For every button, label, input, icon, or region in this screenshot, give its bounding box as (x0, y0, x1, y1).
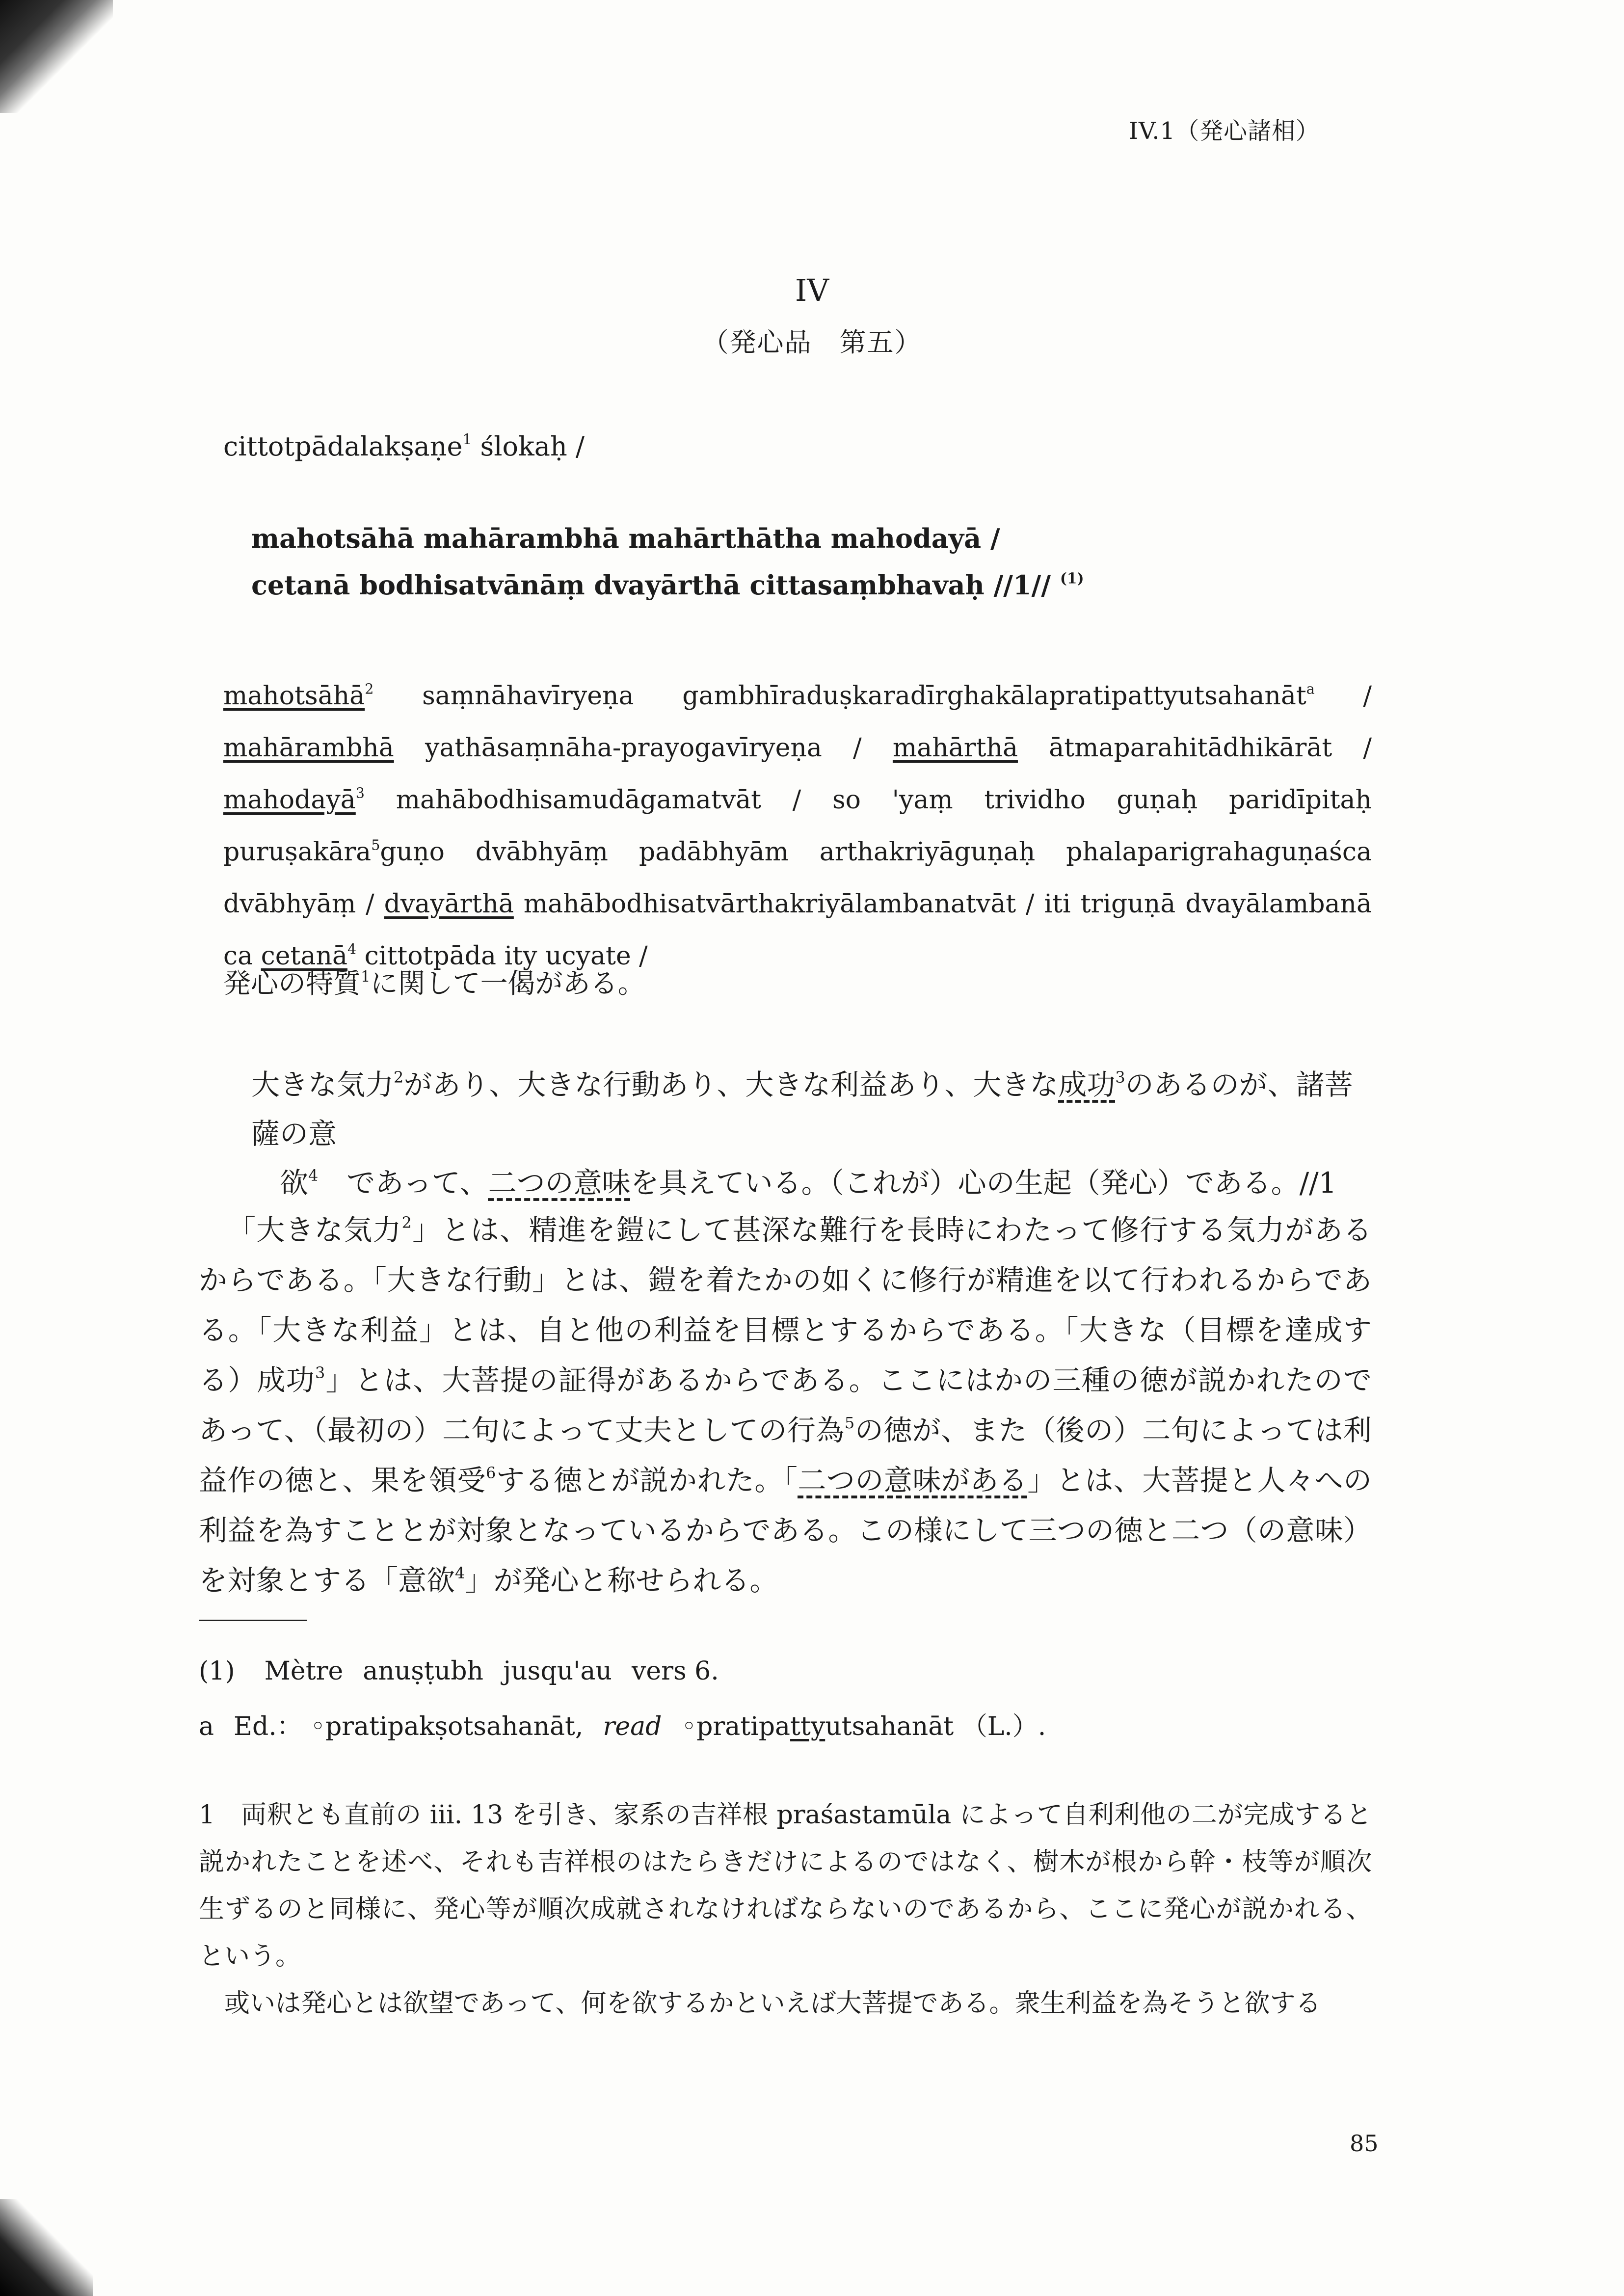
annotation-note-1 (199, 1791, 1372, 2027)
japanese-verse-line-1: 大きな気力$^2$があり、大きな行動あり、大きな利益あり、大きな成功$^3$のあるのが、諸菩薩の意 (251, 1068, 1353, 1150)
sanskrit-verse-line-2: cetanā bodhisatvānāṃ dvayārthā cittasaṃbhavaḥ //1// $^{(1)}$ (251, 569, 1084, 601)
footnote-a: a Ed.： ◦pratipakṣotsahanāt, read ◦pratipattyutsahanāt （L.）. (199, 1712, 1046, 1741)
sanskrit-verse-line-1: mahotsāhā mahārambhā mahārthātha mahodayā / (251, 523, 1000, 554)
verse-note-marker: (1) (1060, 570, 1084, 587)
scan-shadow-bottom-left (0, 2199, 93, 2296)
sanskrit-commentary: mahotsāhā$^2$ saṃnāhavīryeṇa gambhīraduṣkaradīrghakālapratipattyutsahanāt$^a$ / mahārambhā yathāsaṃnāha-prayogavīryeṇa / mahārthā ātmaparahitādhikārāt / mahodayā$^3$ mahābodhisamudāgamatvāt / so 'yaṃ trividho guṇaḥ paridīpitaḥ puruṣakāra$^5$guṇo dvābhyāṃ padābhyām arthakriyāguṇaḥ phalaparigrahaguṇaśca dvābhyāṃ / dvayārthā mahābodhisatvārthakriyālambanatvāt / iti triguṇā dvayālambanā ca cetanā$^4$ cittotpāda ity ucyate / (223, 680, 1372, 971)
annotation-paragraph-1: 1 両釈とも直前の iii. 13 を引き、家系の吉祥根 praśastamūla によって自利利他の二が完成すると説かれたことを述べ、それも吉祥根のはたらきだけによるのではなく、樹木が根から幹・枝等が順次生ずるのと同様に、発心等が順次成就されなければならないのであるから、ここに発心が説かれる、という。 (199, 1800, 1372, 1971)
running-head: IV.1（発心諸相） (1129, 117, 1320, 145)
chapter-number: IV (795, 272, 829, 308)
japanese-verse-line-2: 欲$^4$ であって、二つの意味を具えている。（これが）心の生起（発心）である。//1 (280, 1166, 1337, 1200)
japanese-commentary: 「大きな気力$^2$」とは、精進を鎧にして甚深な難行を長時にわたって修行する気力があるからである。「大きな行動」とは、鎧を着たかの如くに修行が精進を以て行われるからである。「大きな利益」とは、自と他の利益を目標とするからである。「大きな（目標を達成する）成功$^3$」とは、大菩提の証得があるからである。ここにはかの三種の徳が説かれたのであって、（最初の）二句によって丈夫としての行為$^5$の徳が、また（後の）二句によっては利益作の徳と、果を領受$^6$する徳とが説かれた。「二つの意味がある」とは、大菩提と人々への利益を為すこととが対象となっているからである。この様にして三つの徳と二つ（の意味）を対象とする「意欲$^4$」が発心と称せられる。 (199, 1213, 1372, 1597)
annotation-paragraph-2: 或いは発心とは欲望であって、何を欲するかといえば大菩提である。衆生利益を為そうと欲する (199, 1989, 1321, 2018)
page-number: 85 (1350, 2130, 1379, 2157)
scan-shadow-top-left (0, 0, 113, 113)
japanese-verse (251, 1060, 1380, 1207)
footnote-divider (199, 1620, 307, 1621)
sanskrit-heading: cittotpādalakṣaṇe$^1$ ślokaḥ / (223, 431, 585, 462)
japanese-intro: 発心の特質$^1$に関して一偈がある。 (223, 967, 645, 1000)
footnote-1: (1) Mètre anuṣṭubh jusqu'au vers 6. (199, 1656, 719, 1686)
chapter-title: （発心品 第五） (702, 327, 922, 358)
